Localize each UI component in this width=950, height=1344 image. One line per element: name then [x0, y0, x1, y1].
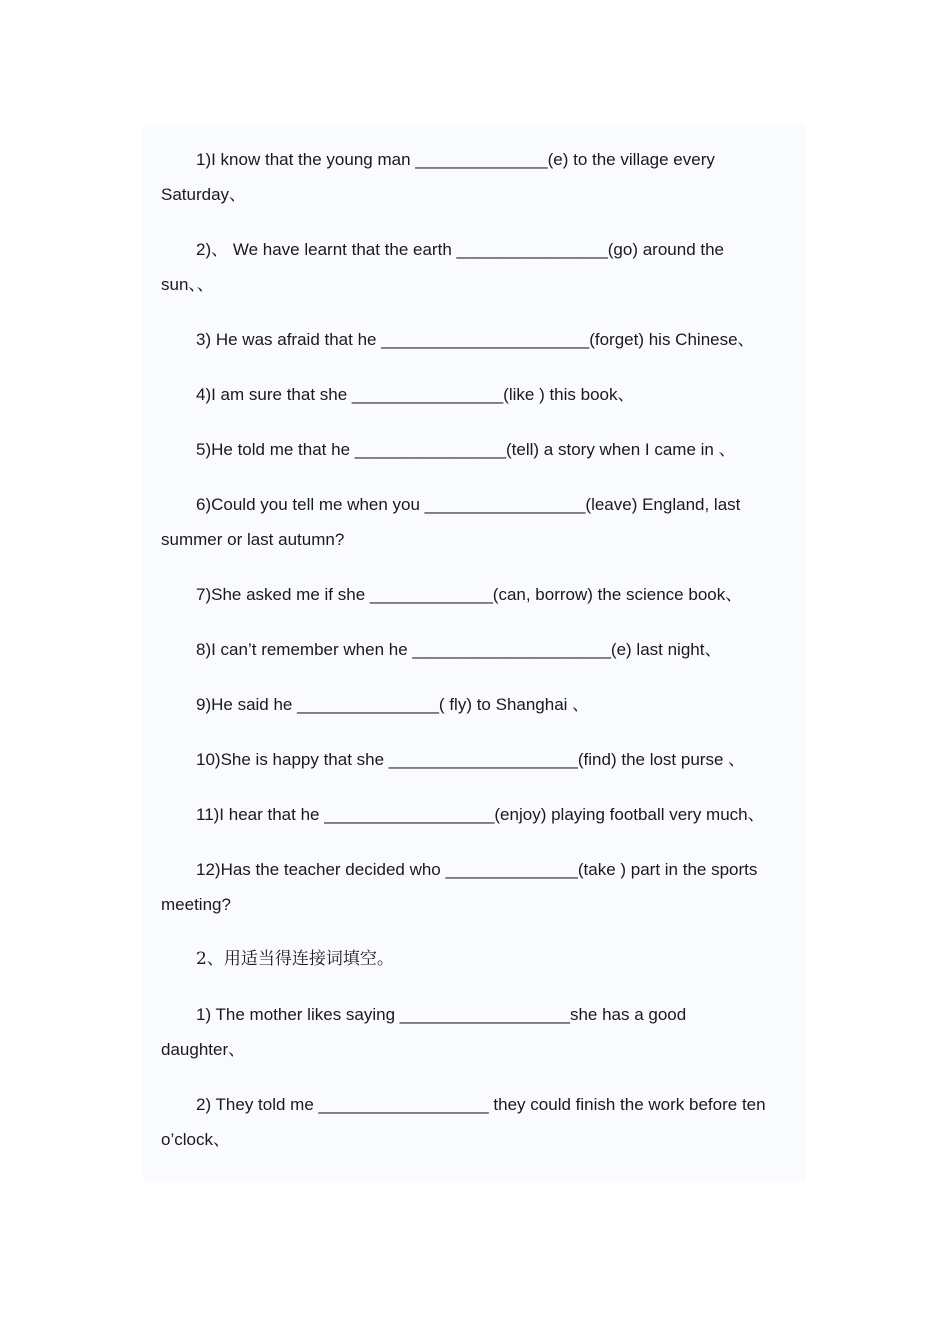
exercise-item-11 [161, 797, 791, 832]
exercise-item-2 [161, 232, 791, 302]
item-text: 6)Could you tell me when you _________________(leave) England, last [196, 495, 741, 514]
item-text: 8)I can’t remember when he _____________________(e) last night、 [196, 640, 722, 659]
item-text: 4)I am sure that she ________________(like ) this book、 [196, 385, 635, 404]
exercise-item-3 [161, 322, 791, 357]
exercise-item-6 [161, 487, 791, 557]
item-text: 1) The mother likes saying __________________she has a good [196, 1005, 687, 1024]
section-heading [161, 942, 791, 977]
exercise-item-8 [161, 632, 791, 667]
item-text-continued: o’clock、 [161, 1130, 230, 1149]
item-text: 3) He was afraid that he ______________________(forget) his Chinese、 [196, 330, 755, 349]
item-text: 2)、 We have learnt that the earth ________________(go) around the [196, 240, 725, 259]
exercise-item-10 [161, 742, 791, 777]
section-heading-text: 2、用适当得连接词填空。 [196, 949, 394, 969]
item-text: 5)He told me that he ________________(tell) a story when I came in 、 [196, 440, 736, 459]
item-text-continued: daughter、 [161, 1040, 246, 1059]
section2-item-1 [161, 997, 791, 1067]
item-text: 1)I know that the young man ______________(e) to the village every [196, 150, 715, 169]
exercise-item-9 [161, 687, 791, 722]
item-text-continued: meeting? [161, 895, 231, 914]
exercise-item-7 [161, 577, 791, 612]
item-text: 11)I hear that he __________________(enjoy) playing football very much、 [196, 805, 765, 824]
item-text-continued: summer or last autumn? [161, 530, 345, 549]
item-text-continued: sun、、 [161, 275, 214, 294]
item-text: 7)She asked me if she _____________(can, borrow) the science book、 [196, 585, 743, 604]
item-text: 10)She is happy that she ____________________(find) the lost purse 、 [196, 750, 746, 769]
section2-item-2 [161, 1087, 791, 1157]
exercise-item-12 [161, 852, 791, 922]
item-text: 12)Has the teacher decided who ______________(take ) part in the sports [196, 860, 758, 879]
exercise-item-5 [161, 432, 791, 467]
item-text-continued: Saturday、 [161, 185, 247, 204]
exercise-item-1 [161, 142, 791, 212]
item-text: 9)He said he _______________( fly) to Shanghai 、 [196, 695, 590, 714]
exercise-item-4 [161, 377, 791, 412]
item-text: 2) They told me __________________ they could finish the work before ten [196, 1095, 766, 1114]
